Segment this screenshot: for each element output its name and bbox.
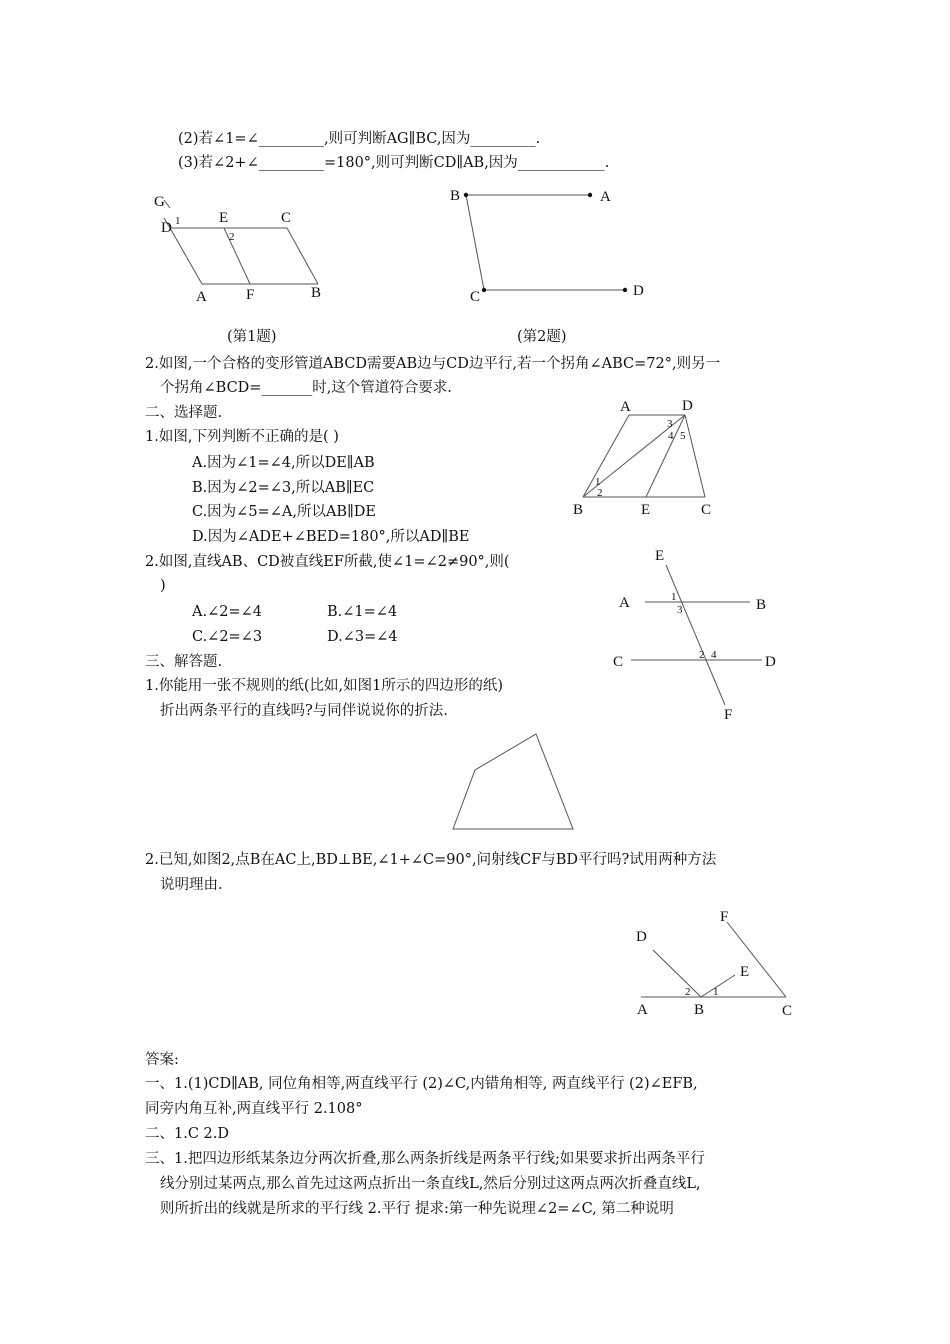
fig1-label-g: G (154, 194, 165, 210)
fig3-label-c: C (701, 502, 712, 518)
fig3-label-a: A (620, 399, 631, 415)
s3-q2-line-2: 说明理由. (160, 877, 223, 893)
answers-line-4: 三、1.把四边形纸某条边分两次折叠,那么两条折线是两条平行线;如果要求折出两条平行 (145, 1151, 705, 1167)
s3-q1-line-2: 折出两条平行的直线吗?与同伴说说你的折法. (160, 703, 448, 719)
fig6-label-a: A (637, 1002, 648, 1018)
s2-q1-stem: 1.如图,下列判断不正确的是( ) (145, 429, 339, 445)
figure-2-pipe (440, 180, 660, 310)
s2-q1-option-a: A.因为∠1=∠4,所以DE∥AB (192, 455, 375, 471)
s2-q2-option-c: C.∠2=∠3 (192, 629, 263, 645)
s2-q2-stem-line-2: ) (160, 578, 166, 594)
fig6-label-c: C (782, 1003, 793, 1019)
q2-line-2: 个拐角∠BCD=_______时,这个管道符合要求. (160, 380, 452, 396)
fig6-angle-1: 1 (713, 986, 719, 998)
fig1-label-c: C (281, 210, 292, 226)
figure-5-quadrilateral (440, 725, 590, 835)
fig3-angle-2: 2 (597, 487, 603, 499)
fig3-angle-1: 1 (595, 476, 601, 488)
figure-1-caption: (第1题) (227, 329, 277, 345)
fig6-label-f: F (720, 909, 729, 925)
answers-line-2: 同旁内角互补,两直线平行 2.108° (145, 1101, 363, 1117)
answers-line-5: 线分别过某两点,那么首先过这两点折出一条直线L,然后分别过这两点两次折叠直线L, (160, 1176, 701, 1192)
s2-q2-stem-line-1: 2.如图,直线AB、CD被直线EF所截,使∠1=∠2≠90°,则( (145, 554, 510, 570)
fig1-label-e: E (219, 210, 229, 226)
s2-q1-option-b: B.因为∠2=∠3,所以AB∥EC (192, 480, 375, 496)
fig4-label-e: E (655, 548, 665, 564)
fig6-label-d: D (636, 929, 647, 945)
fig3-angle-5: 5 (680, 430, 686, 442)
q1-part3: (3)若∠2+∠_________=180°,则可判断CD∥AB,因为____________. (178, 155, 610, 171)
fig1-label-b: B (311, 285, 322, 301)
fig4-label-b: B (756, 597, 767, 613)
fig1-angle-1: 1 (175, 215, 181, 227)
s2-q1-option-c: C.因为∠5=∠A,所以AB∥DE (192, 504, 376, 520)
figure-3-trapezoid (565, 392, 725, 522)
fig3-label-d: D (682, 398, 693, 414)
s3-q1-line-1: 1.你能用一张不规则的纸(比如,如图1所示的四边形的纸) (145, 678, 503, 694)
fig1-angle-2: 2 (229, 231, 235, 243)
s2-q2-option-a: A.∠2=∠4 (192, 604, 262, 620)
fig2-label-c: C (470, 289, 481, 305)
fig4-angle-3: 3 (677, 604, 683, 616)
fig2-label-d: D (633, 283, 644, 299)
fig1-label-d: D (161, 220, 172, 236)
fig3-label-b: B (573, 502, 584, 518)
answers-line-1: 一、1.(1)CD∥AB, 同位角相等,两直线平行 (2)∠C,内错角相等, 两直线平行 (2)∠EFB, (145, 1076, 698, 1092)
figure-4-transversal (600, 540, 800, 730)
fig1-label-f: F (246, 287, 255, 303)
figure-2-caption: (第2题) (517, 329, 567, 345)
s2-q2-option-b: B.∠1=∠4 (327, 604, 398, 620)
figure-1-parallelogram (140, 180, 340, 310)
fig4-label-c: C (613, 654, 624, 670)
fig4-angle-1: 1 (671, 591, 677, 603)
section-2-title: 二、选择题. (145, 405, 223, 421)
fig3-angle-3: 3 (667, 418, 673, 430)
fig6-angle-2: 2 (685, 986, 691, 998)
fig4-label-a: A (619, 595, 630, 611)
fig1-label-a: A (196, 289, 207, 305)
figure-6-rays (625, 905, 805, 1020)
fig4-angle-2: 2 (699, 649, 705, 661)
answers-line-6: 则所折出的线就是所求的平行线 2.平行 提求:第一种先说理∠2=∠C, 第二种说明 (160, 1201, 674, 1217)
fig2-label-b: B (450, 188, 461, 204)
fig4-label-f: F (724, 707, 733, 723)
fig3-label-e: E (641, 502, 651, 518)
fig6-label-b: B (694, 1002, 705, 1018)
s2-q2-option-d: D.∠3=∠4 (327, 629, 398, 645)
fig4-angle-4: 4 (711, 649, 717, 661)
fig2-label-a: A (600, 189, 611, 205)
fig3-angle-4: 4 (668, 430, 674, 442)
q2-line-1: 2.如图,一个合格的变形管道ABCD需要AB边与CD边平行,若一个拐角∠ABC=72°,则另一 (145, 356, 721, 372)
s3-q2-line-1: 2.已知,如图2,点B在AC上,BD⊥BE,∠1+∠C=90°,问射线CF与BD平行吗?试用两种方法 (145, 852, 717, 868)
answers-line-3: 二、1.C 2.D (145, 1126, 229, 1142)
section-3-title: 三、解答题. (145, 654, 223, 670)
answers-title: 答案: (145, 1052, 179, 1068)
fig4-label-d: D (765, 654, 776, 670)
s2-q1-option-d: D.因为∠ADE+∠BED=180°,所以AD∥BE (192, 529, 470, 545)
fig6-label-e: E (740, 964, 750, 980)
q1-part2: (2)若∠1=∠_________,则可判断AG∥BC,因为_________. (178, 131, 541, 147)
